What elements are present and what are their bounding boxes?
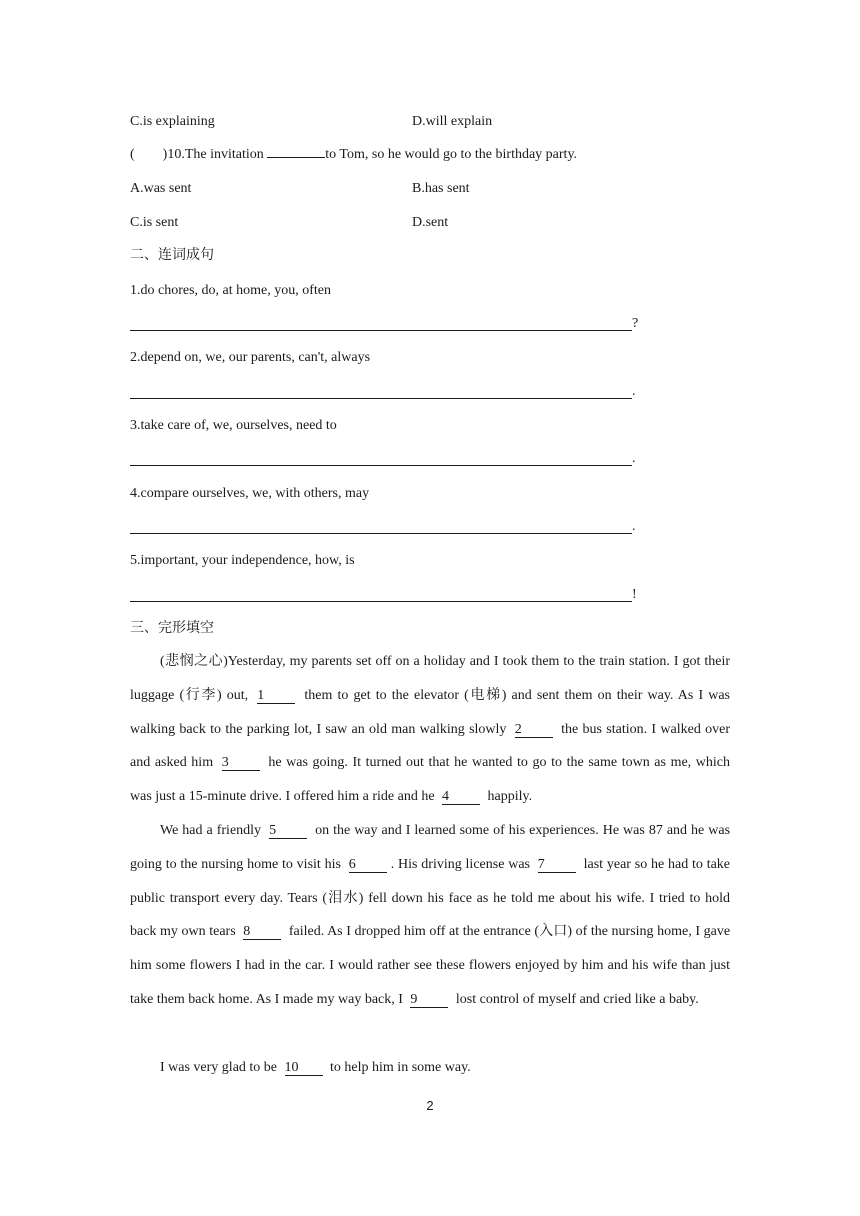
passage-paragraph-3 — [130, 1051, 730, 1085]
answer-end-punct-3: . — [632, 451, 636, 466]
passage-text: failed. As I dropped him off at the entrance (入口) of the nursing home, I gave him some flowers I had in the car. I would rather see these flowers enjoyed by him and his wife than just take them back home. As I made my way back, I — [130, 924, 731, 1007]
passage-text: (悲悯之心)Yesterday, my parents set off on a holiday and I took them to the train station. I got their luggage (行李) out, — [130, 654, 730, 703]
answer-end-punct-2: . — [632, 384, 636, 399]
option-d: D.sent — [412, 215, 449, 230]
answer-end-punct-5: ! — [632, 587, 637, 602]
cloze-blank-4: 4 — [442, 789, 480, 805]
question-10-stem-start: 10.The invitation — [167, 147, 268, 162]
section-3-title: 三、完形填空 — [130, 621, 214, 636]
options-row-q10-cd — [130, 213, 449, 233]
options-row-q10-ab — [130, 179, 470, 199]
page-number: 2 — [426, 1098, 434, 1113]
cloze-blank-1: 1 — [257, 688, 295, 704]
answer-end-punct-1: ? — [632, 316, 639, 331]
question-10-stem-end: to Tom, so he would go to the birthday party. — [325, 147, 578, 162]
passage-text: happily. — [487, 789, 533, 805]
passage-text: lost control of myself and cried like a baby. — [455, 991, 699, 1007]
answer-line-5 — [130, 601, 632, 602]
sentence-prompt-2: 2.depend on, we, our parents, can't, always — [130, 350, 371, 365]
passage-text: on the way and I learned some of his experiences. He was 87 and he was going to the nursing home to visit his — [130, 823, 731, 872]
answer-parentheses: ( ) — [130, 147, 168, 162]
passage-paragraph-1 — [130, 645, 730, 814]
sentence-prompt-1: 1.do chores, do, at home, you, often — [130, 283, 332, 298]
passage-text: . His driving license was — [390, 856, 530, 872]
option-c: C.is explaining — [130, 114, 215, 129]
cloze-blank-2: 2 — [515, 722, 553, 738]
sentence-prompt-4: 4.compare ourselves, we, with others, may — [130, 486, 370, 501]
cloze-blank-8: 8 — [243, 924, 281, 940]
sentence-prompt-3: 3.take care of, we, ourselves, need to — [130, 418, 337, 433]
passage-text: last year so he had to take public transport every day. Tears (泪水) fell down his face as he told me about his wife. I tried to hold back my own tears — [130, 856, 731, 940]
option-d: D.will explain — [412, 114, 493, 129]
answer-end-punct-4: . — [632, 519, 636, 534]
option-a: A.was sent — [130, 181, 192, 196]
answer-line-2 — [130, 398, 632, 399]
passage-text: he was going. It turned out that he wanted to go to the same town as me, which was just a 15-minute drive. I offered him a ride and he — [130, 755, 730, 805]
passage-text: I was very glad to be — [160, 1060, 278, 1075]
question-10-blank — [267, 157, 325, 158]
cloze-blank-3: 3 — [222, 755, 260, 771]
answer-line-3 — [130, 465, 632, 466]
cloze-blank-5: 5 — [269, 823, 307, 839]
passage-paragraph-2 — [130, 814, 730, 1017]
cloze-blank-6: 6 — [349, 857, 387, 873]
section-2-title: 二、连词成句 — [130, 248, 214, 263]
options-row-q9-cd — [130, 112, 493, 132]
passage-text: the bus station. I walked over and asked him — [130, 721, 731, 771]
question-10 — [130, 145, 577, 165]
cloze-blank-7: 7 — [538, 857, 576, 873]
cloze-blank-10: 10 — [285, 1060, 323, 1076]
passage-text: We had a friendly — [160, 823, 262, 838]
passage-text: them to get to the elevator (电梯) and sent them on their way. As I was walking back to the parking lot, I saw an old man walking slowly — [130, 687, 731, 737]
passage-text: to help him in some way. — [330, 1060, 471, 1075]
answer-line-1 — [130, 330, 632, 331]
answer-line-4 — [130, 533, 632, 534]
option-c: C.is sent — [130, 215, 179, 230]
cloze-blank-9: 9 — [410, 992, 448, 1008]
option-b: B.has sent — [412, 181, 470, 196]
sentence-prompt-5: 5.important, your independence, how, is — [130, 553, 355, 568]
